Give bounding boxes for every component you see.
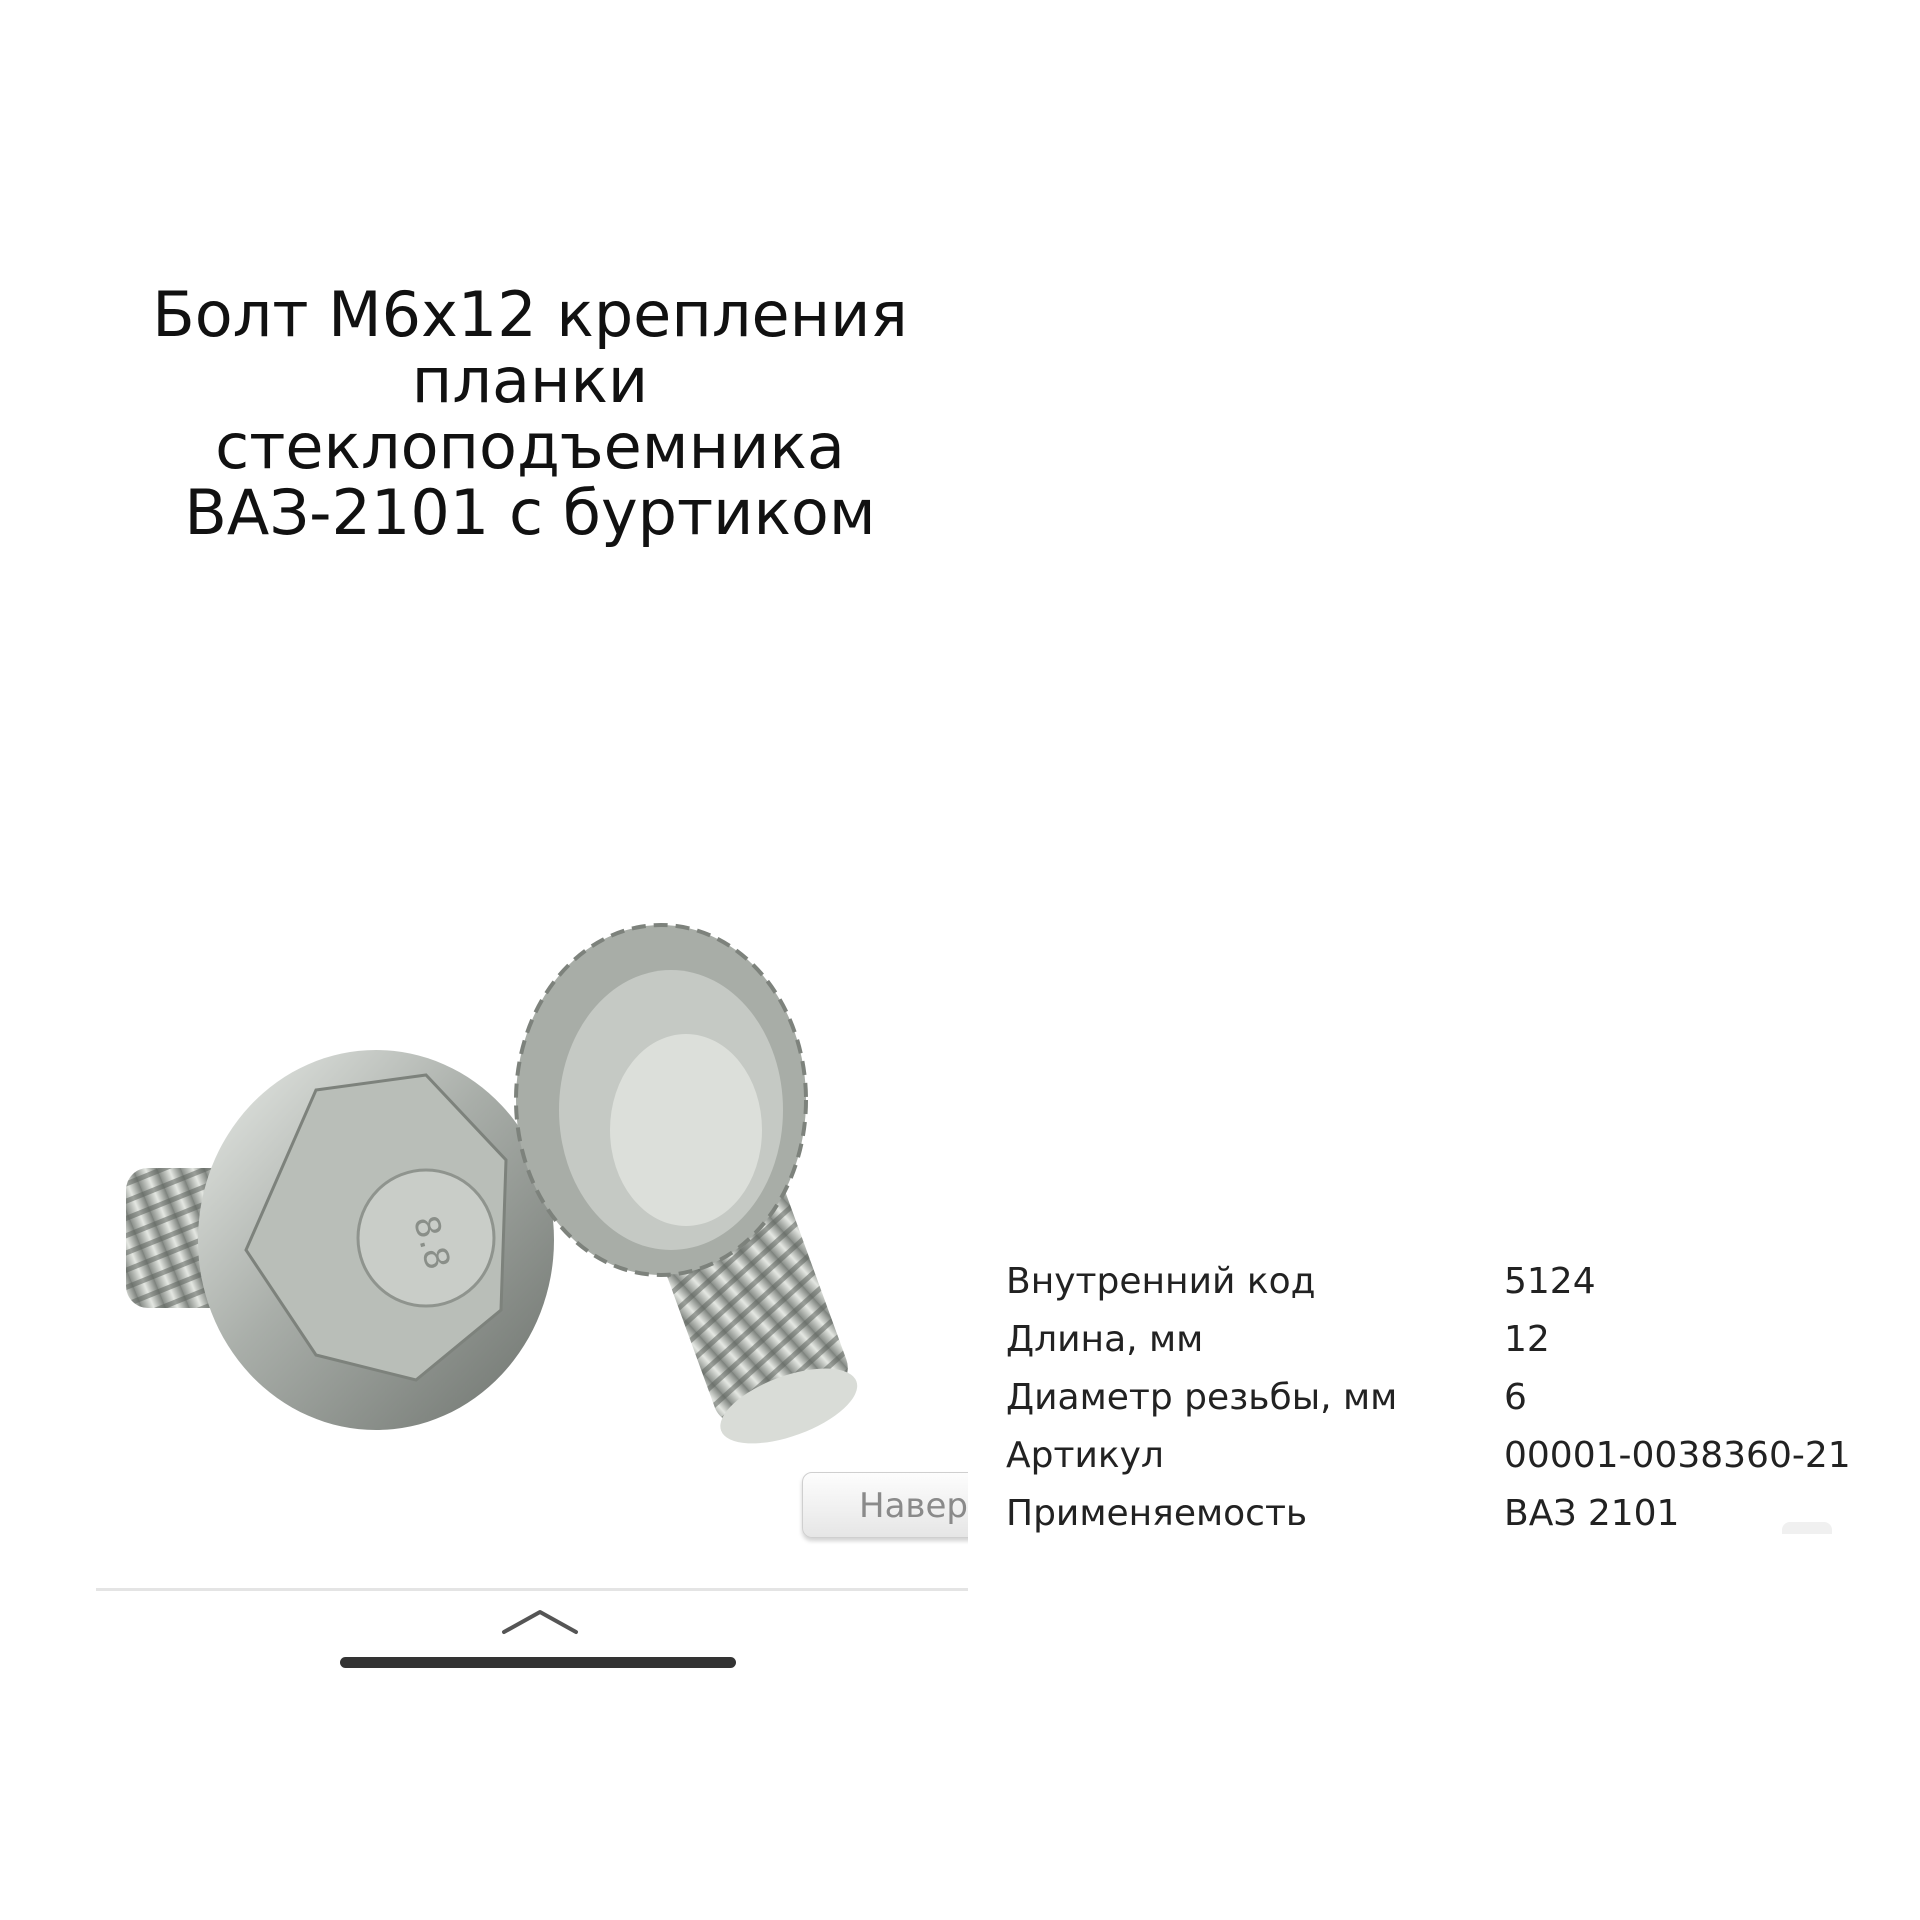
back-to-top-button[interactable]: Навер xyxy=(802,1472,968,1538)
chevron-up-icon[interactable] xyxy=(500,1606,580,1636)
spec-row xyxy=(1006,1426,1866,1484)
spec-table xyxy=(1006,1252,1866,1542)
spec-row xyxy=(1006,1252,1866,1310)
spec-row xyxy=(1006,1310,1866,1368)
spec-label: Длина, мм xyxy=(1006,1318,1204,1360)
spec-value: 6 xyxy=(1504,1376,1527,1418)
spec-value: ВАЗ 2101 xyxy=(1504,1492,1680,1534)
title-line: стеклоподъемника xyxy=(215,410,845,483)
title-line: ВАЗ-2101 с буртиком xyxy=(184,476,876,549)
spec-value: 12 xyxy=(1504,1318,1550,1360)
spec-label: Диаметр резьбы, мм xyxy=(1006,1376,1398,1418)
title-line: планки xyxy=(411,344,649,417)
home-indicator[interactable] xyxy=(340,1657,736,1668)
spec-label: Применяемость xyxy=(1006,1492,1308,1534)
button-fragment xyxy=(1782,1522,1832,1534)
spec-row xyxy=(1006,1484,1866,1542)
product-title xyxy=(100,278,960,549)
spec-label: Внутренний код xyxy=(1006,1260,1316,1302)
spec-value: 00001-0038360-21 xyxy=(1504,1434,1851,1476)
svg-text:8.8: 8.8 xyxy=(404,1211,458,1274)
title-line: Болт М6х12 крепления xyxy=(152,278,908,351)
spec-row xyxy=(1006,1368,1866,1426)
panel-divider xyxy=(96,1588,968,1591)
spec-value: 5124 xyxy=(1504,1260,1596,1302)
spec-label: Артикул xyxy=(1006,1434,1164,1476)
product-photo[interactable] xyxy=(96,900,968,1600)
